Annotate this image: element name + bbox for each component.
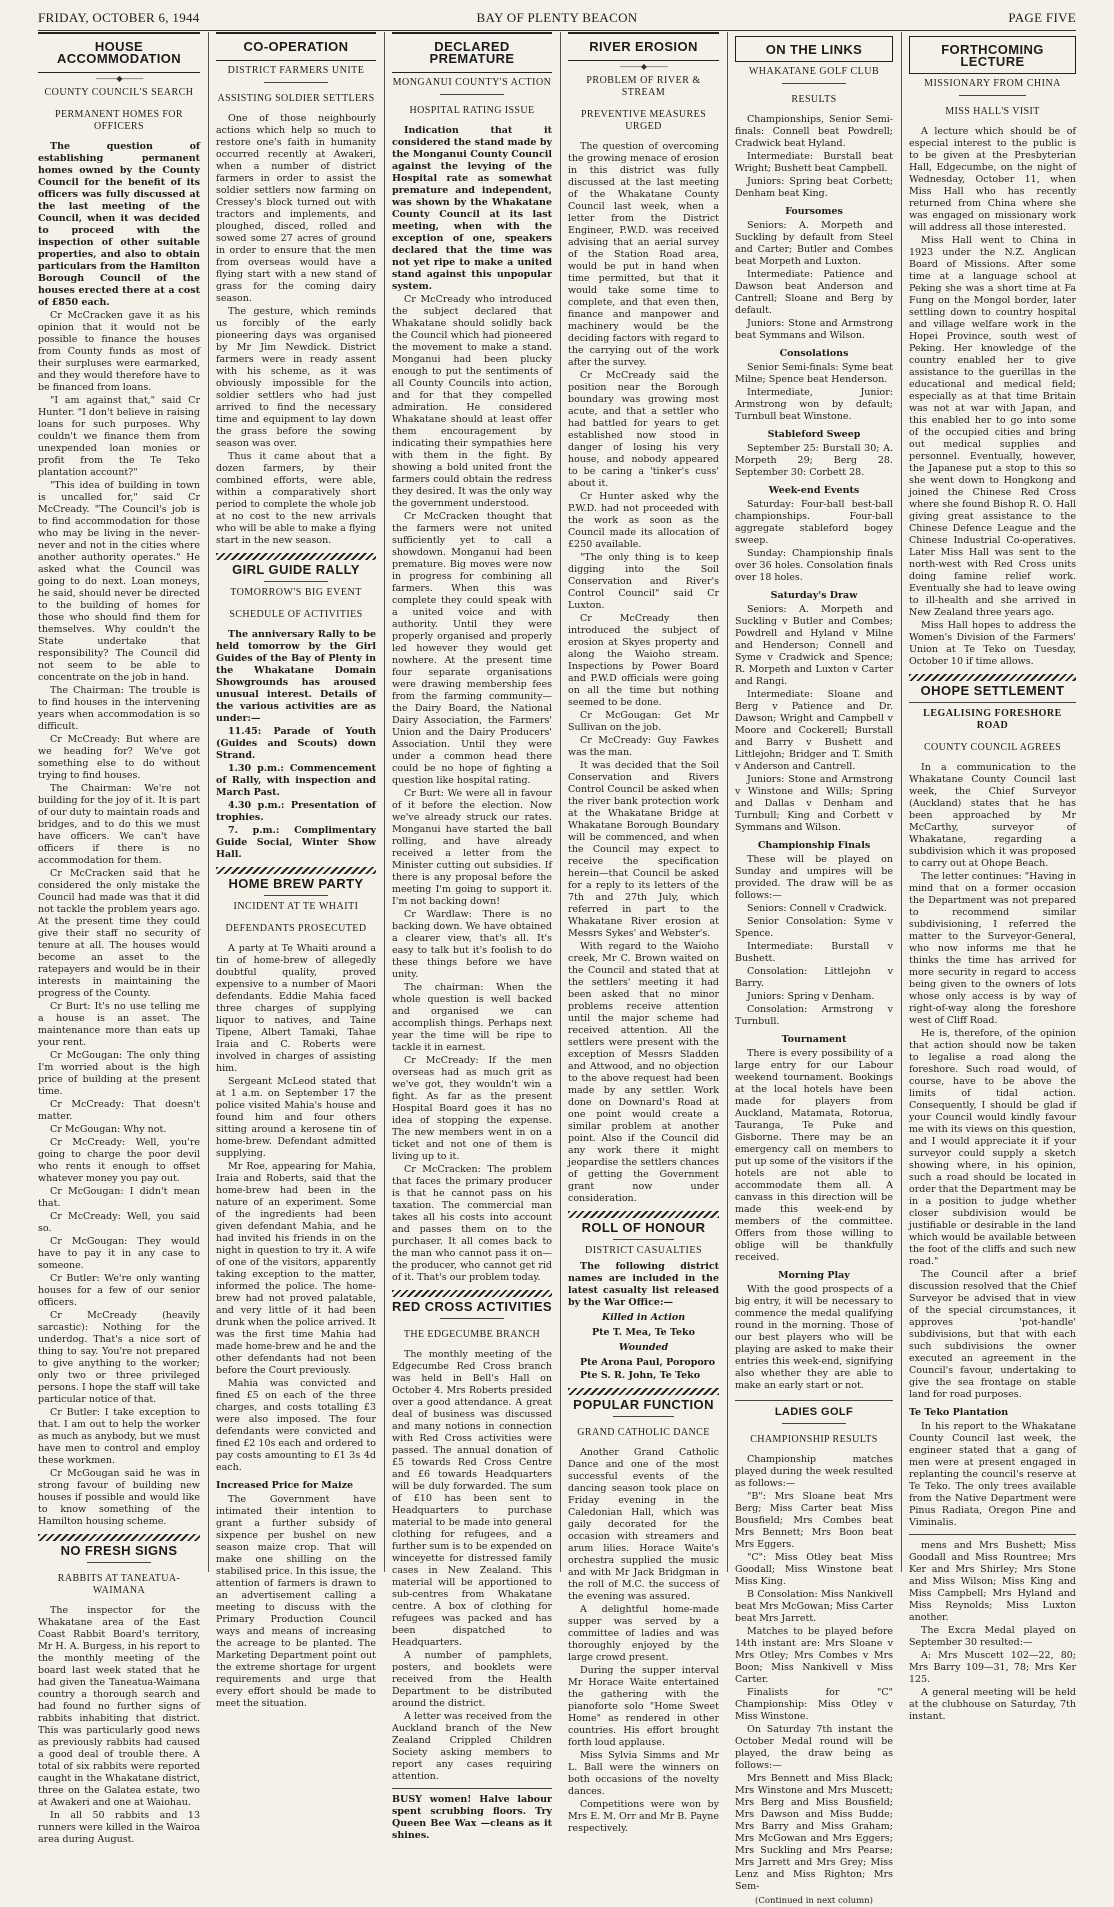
subheading: MONGANUI COUNTY'S ACTION (392, 77, 552, 88)
article-intro: Indication that it considered the stand made by the Monganui County Council against the levying of the Hospital rate as somewhat premature and independent, was shown by the Whakatane County Council at its last meeting, when with the exception of one, speakers declared that the time was not yet ripe to make a united stand against this unpopular system. (392, 125, 552, 292)
subheading: GRAND CATHOLIC DANCE (577, 1427, 710, 1438)
paragraph: In all 50 rabbits and 13 runners were killed in the Wairoa area during August. (38, 1810, 200, 1845)
headline-no-fresh-signs: NO FRESH SIGNS (60, 1543, 178, 1558)
paragraph: There is every possibility of a large entry for our Labour weekend tournament. Bookings at the local hotels have been made for players from Auckland, Matamata, Rotorua, Tauranga, Te Puke and Gisborne. There may be an emergency call on members to put up some of the visitors if the hotels are not able to accommodate them all. A canvass in this direction will be made this week-end by members of the committee. Offers from those willing to oblige will be thankfully received. (735, 1048, 893, 1263)
article-body (392, 294, 552, 1284)
paragraph: On Saturday 7th instant the October Medal round will be played, the draw being as follows:— (735, 1724, 893, 1771)
paragraph: Juniors: Spring v Denham. (747, 991, 875, 1002)
paragraph: 11.45: Parade of Youth (Guides and Scouts) down Strand. (216, 726, 376, 761)
column-2 (216, 32, 376, 1709)
paragraph: A: Mrs Muscett 102—22, 80; Mrs Barry 109—31, 78; Mrs Ker 125. (909, 1650, 1076, 1685)
paragraph: Cr McGougan: Why not. (50, 1124, 167, 1135)
article-header (216, 32, 376, 61)
paragraph: The Chairman: We're not building for the joy of it. It is part of our duty to maintain roads and bridges, and to do this we must have officers. We can't have officers if there is no accommodation for them. (38, 783, 200, 866)
subheading: COUNTY COUNCIL AGREES (923, 742, 1062, 753)
paragraph: Cr McCracken gave it as his opinion that it would not be possible to finance the houses from County funds as most of their surpluses were earmarked, and they would therefore have to be financed from loans. (38, 310, 200, 393)
killed-name: Pte T. Mea, Te Teko (592, 1327, 695, 1338)
paragraph: With regard to the Waioho creek, Mr C. Brown waited on the Council and stated that at the settlers' meeting it had been asked that no minor problems receive attention until the major scheme had received attention. All the settlers were present with the exception of Messrs Sladden and Attwood, and no objection to the above request had been made by any settler. Work done on Downard's Road at one point would create a similar problem at another point. Also if the Council did any work there it might jeopardise the settlers chances of getting the Government grant now under consideration. (568, 941, 719, 1204)
paragraph: Mrs Bennett and Miss Black; Mrs Winstone and Mrs Muscett; Mrs Berg and Miss Bousfield; Mrs Dawson and Miss Budde; Mrs Barry and Miss Graham; Mrs McGowan and Mrs Eggers; Mrs Suckling and Mrs Pearse; Mrs Jarrett and Mrs Grey; Miss Lenz and Miss Righton; Mrs Sem- (735, 1773, 893, 1892)
decorative-rule (38, 1534, 200, 1541)
article-body (735, 499, 893, 584)
separator (782, 83, 845, 84)
article-body (909, 762, 1076, 1401)
separator (782, 1423, 845, 1424)
masthead (38, 6, 1076, 31)
page-number: PAGE FIVE (1008, 10, 1076, 25)
column-rule (560, 32, 561, 1572)
section-heading: Stableford Sweep (767, 429, 861, 440)
subheading: MISS HALL'S VISIT (945, 106, 1040, 117)
paragraph: Cr Hunter asked why the P.W.D. had not proceeded with the work as soon as the Council made its allocation of £250 available. (568, 491, 719, 550)
section-heading-te-teko: Te Teko Plantation (909, 1407, 1009, 1418)
separator (909, 1534, 1076, 1535)
column-4 (568, 32, 719, 1834)
headline-ohope-settlement: OHOPE SETTLEMENT (920, 683, 1065, 698)
article-body (735, 443, 893, 479)
paragraph: These will be played on Sunday and umpires will be provided. The draw will be as follows:— (735, 854, 893, 901)
paragraph: Cr McGougan said he was in strong favour of building new houses if possible and would like to know something of the Hamilton housing scheme. (38, 1468, 200, 1527)
headline-ladies-golf: LADIES GOLF (774, 1406, 854, 1418)
paragraph: Saturday: Four-ball best-ball championships. Four-ball aggregate stableford bogey sweep. (735, 499, 893, 546)
honour-intro: The following district names are included in the latest casualty list released by the War Office:— (568, 1261, 719, 1308)
paragraph: Cr McGougan: They would have to pay it in any case to someone. (38, 1236, 200, 1271)
subheading: ASSISTING SOLDIER SETTLERS (217, 93, 375, 104)
paragraph: 1.30 p.m.: Commencement of Rally, with inspection and March Past. (216, 763, 376, 798)
paragraph: Championships, Senior Semi-finals: Connell beat Powdrell; Cradwick beat Hyland. (735, 114, 893, 149)
paragraph: One of those neighbourly actions which help so much to restore one's faith in humanity occurred recently at Awakeri, when a number of district farmers in order to assist the soldier settlers now farming on Cressey's block turned out with tractors and implements, and ploughed, disced, rolled and sowed some 27 acres of ground in order to ensure that the men from overseas would have a flying start with a new stand of grass for the coming dairy season. (216, 113, 376, 304)
subheading: SCHEDULE OF ACTIVITIES (229, 609, 363, 620)
decorative-rule (568, 1211, 719, 1218)
paper-title: BAY OF PLENTY BEACON (476, 10, 638, 25)
paragraph: Sergeant McLeod stated that at 1 a.m. on September 17 the police visited Mahia's house and found him and four others sitting around a kerosene tin of home-brew. Defendant admitted supplying. (216, 1076, 376, 1159)
subheading: PERMANENT HOMES FOR OFFICERS (55, 109, 183, 132)
subheading: INCIDENT AT TE WHAITI (233, 901, 359, 912)
subheading: WHAKATANE GOLF CLUB (748, 66, 880, 77)
paragraph: "B": Mrs Sloane beat Mrs Berg; Miss Carter beat Miss Bousfield; Mrs Combes beat Mrs Bennett; Mrs Boon beat Mrs Eggers. (735, 1491, 893, 1550)
article-body (909, 126, 1076, 668)
wounded-label: Wounded (618, 1342, 669, 1353)
section-heading: Foursomes (785, 206, 843, 217)
headline-girl-guide-rally: GIRL GUIDE RALLY (232, 562, 360, 577)
article-body (735, 854, 893, 1028)
paragraph: Cr McCready: If the men overseas had as much grit as we've got, they wouldn't win a fight. As far as the present Hospital Board goes it has no idea of stopping the expense. The new members went in on a ticket and not one of them is living up to it. (392, 1055, 552, 1162)
continued-note: (Continued in next column) (755, 1896, 873, 1906)
paragraph: The question of overcoming the growing menace of erosion in this district was fully discussed at the last meeting of the Whakatane County Council last week, when a letter from the District Engineer, P.W.D. was received advising that an aerial survey of the Station Road area, would be put in hand when time permitted, but that it would take some time to complete, and that even then, finance and manpower and machinery would be the deciding factors with regard to the carrying out of the work after the survey. (568, 141, 719, 368)
paragraph: A lecture which should be of especial interest to the public is to be given at the Presbyterian Hall, Edgecumbe, on the night of Wednesday, October 11, when Miss Hall who has recently returned from China where she was engaged on missionary work will address all those interested. (909, 126, 1076, 233)
paragraph: Cr McCready: Guy Fawkes was the man. (568, 735, 719, 758)
paragraph: The chairman: When the whole question is well backed and organised we can accomplish things. Perhaps next year the time will be ripe to tackle it in earnest. (392, 982, 552, 1053)
article-body (909, 1540, 1076, 1723)
issue-date: FRIDAY, OCTOBER 6, 1944 (38, 10, 200, 25)
article-body (735, 220, 893, 342)
paragraph: Senior Semi-finals: Syme beat Milne; Spence beat Henderson. (735, 362, 893, 385)
paragraph: Cr McCracken thought that the farmers were not united sufficiently yet to call a showdown. Monganui had been premature. Big moves were now in progress for combining all farmers. When this was complete they could speak with a united voice and with authority. Until they were properly organised and properly led however they would get nowhere. At the present time four separate organisations were drawing membership fees from the farming community—the Dairy Board, the National Dairy Association, the Farmers' Union and the Dairy Producers' Association. Until they were under a common head there could be no hope of fighting a question like hospital rating. (392, 511, 552, 786)
paragraph: Cr McCready: But where are we heading for? We've got something else to do without trying to find houses. (38, 734, 200, 781)
paragraph: Championship matches played during the week resulted as follows:— (735, 1454, 893, 1489)
column-6 (909, 32, 1076, 1722)
section-heading: Saturday's Draw (770, 590, 858, 601)
paragraph: mens and Mrs Bushett; Miss Goodall and Miss Rountree; Mrs Ker and Mrs Shirley; Mrs Stone and Miss Wilson; Miss King and Miss Campbell; Mrs Hyland and Miss Reynolds; Miss Luxton another. (909, 1540, 1076, 1623)
headline-declared-premature: DECLARED PREMATURE (429, 39, 515, 66)
separator (264, 581, 328, 582)
paragraph: The monthly meeting of the Edgecumbe Red Cross branch was held in Bell's Hall on October 4. Mrs Roberts presided over a good attendance. A great deal of business was discussed and many notions in connection with Red Cross activities were passed. The annual donation of £5 towards Red Cross Centre and £6 towards Headquarters will be duly forwarded. The sum of £10 has been sent to Headquarters to purchase material to be made into general clothing for refugees, and a further sum is to be expended on winceyette for distressed family cases in New Zealand. This material will be apportioned to sub-centres from Whakatane centre. A box of clothing for refugees was packed and has been dispatched to Headquarters. (392, 1349, 552, 1648)
separator (87, 1562, 152, 1563)
paragraph: Cr McCready (heavily sarcastic): Nothing for the underdog. That's a nice sort of thing to say. You're not prepared to give anything to the worker; only two or three privileged persons. I hope the staff will take particular notice of that. (38, 1310, 200, 1405)
article-body (216, 113, 376, 547)
column-rule (384, 32, 385, 1572)
column-rule (727, 32, 728, 1572)
paragraph: The inspector for the Whakatane area of the East Coast Rabbit Board's territory, Mr H. A. Burgess, in his report to the monthly meeting of the board last week stated that he had given the Taneatua-Waimana country a thorough search and had found no further signs of rabbits inhabiting that district. This was particularly good news as previously rabbits had caused a good deal of trouble there. A total of six rabbits were reported caught in the Whakatane district, three on the Galatea estate, two at Awakeri and one at Waiohau. (38, 1605, 200, 1808)
paragraph: Juniors: Stone and Armstrong v Winstone and Wills; Spring and Dallas v Denham and Turnbull; King and Corbett v Symmans and Wilson. (735, 774, 893, 833)
paragraph: Sunday: Championship finals over 36 holes. Consolation finals over 18 holes. (735, 548, 893, 583)
subheading: TOMORROW'S BIG EVENT (230, 587, 362, 598)
separator (613, 1239, 673, 1240)
paragraph: Cr Butler: We're only wanting houses for a few of our senior officers. (38, 1273, 200, 1308)
subheading: PROBLEM OF RIVER & STREAM (586, 75, 701, 98)
article-header (735, 36, 893, 62)
wounded-list (568, 1357, 719, 1382)
paragraph: Cr McGougan: Get Mr Sullivan on the job. (568, 710, 719, 733)
paragraph: Cr McCready then introduced the subject of erosion at Skyes property and along the Waioho stream. Inspections by Power Board and P.W.D officials were going on all the time but nothing seemed to be done. (568, 613, 719, 708)
subheading: THE EDGECUMBE BRANCH (403, 1329, 541, 1340)
paragraph: Intermediate: Patience and Dawson beat Anderson and Cantrell; Sloane and Berg by default. (735, 269, 893, 316)
article-body (735, 362, 893, 423)
paragraph: The letter continues: "Having in mind that on a former occasion the Department was not prepared to recommend similar subdivisioning, I referred the matter to the Surveyor-General, who now informs me that he thinks the time has arrived for more security in regard to access being given to the owners of lots whose only access is by way of right-of-way along the foreshore west of Cliff Road. (909, 871, 1076, 1026)
section-heading: Tournament (781, 1034, 847, 1045)
paragraph: Cr McGougan: I didn't mean that. (38, 1186, 200, 1209)
paragraph: Thus it came about that a dozen farmers, by their combined efforts, were able, within a comparatively short period to complete the whole job at no cost to the new arrivals who will be able to make a flying start in the new season. (216, 451, 376, 546)
decorative-rule (216, 553, 376, 560)
paragraph: In a communication to the Whakatane County Council last week, the Chief Surveyor (Auckland) states that he has been approached by Mr McCarthy, surveyor of Whakatane, regarding a subdivision which it was proposed to carry out at Ohope Beach. (909, 762, 1076, 869)
paragraph: The Council after a brief discussion resolved that the Chief Surveyor be advised that in view of the special circumstances, it approves 'pot-handle' subdivisions, but that with each such subdivisions the owner executed an agreement in the Council's favour, undertaking to give the sea frontage on stable land for road purposes. (909, 1269, 1076, 1400)
headline-home-brew-party: HOME BREW PARTY (228, 876, 364, 891)
headline-river-erosion: RIVER EROSION (589, 39, 698, 54)
paragraph: The Chairman: The trouble is to find houses in the intervening years when accommodation is so difficult. (38, 685, 200, 732)
paragraph: During the supper interval Mr Horace Waite entertained the gathering with the pianoforte solo "Home Sweet Home" as rendered in other countries. His effort brought forth loud applause. (568, 1665, 719, 1748)
killed-label: Killed in Action (601, 1312, 686, 1323)
subheading: HOSPITAL RATING ISSUE (409, 105, 535, 116)
paragraph: Intermediate: Burstall beat Wright; Bushett beat Campbell. (735, 151, 893, 174)
decorative-rule (568, 1388, 719, 1395)
article-header (568, 32, 719, 61)
article-intro: The question of establishing permanent homes owned by the County Council for the benefit of its officers was fully discussed at the last meeting of the Council, when it was decided to proceed with the inspection of other suitable properties, and also to obtain particulars from the Hamilton Borough Council of the houses erected there at a cost of £850 each. (38, 141, 200, 308)
subheading: COUNTY COUNCIL'S SEARCH (44, 87, 194, 98)
headline-red-cross: RED CROSS ACTIVITIES (392, 1299, 552, 1314)
article-body (735, 604, 893, 834)
section-heading: Consolations (779, 348, 849, 359)
separator (440, 94, 504, 95)
section-heading: Morning Play (778, 1270, 850, 1281)
advertisement-queen-bee-wax: BUSY women! Halve labour spent scrubbing floors. Try Queen Bee Wax —cleans as it shines. (392, 1794, 552, 1841)
paragraph: The Government have intimated their intention to grant a further subsidy of sixpence per bushel on new season maize crop. That will make one shilling on the stabilised price. In this issue, the attention of farmers is drawn to an advertisement calling a meeting to discuss with the Primary Production Council ways and means of increasing the acreage to be planted. The Marketing Department point out the extreme shortage for urgent requirements and urge that every effort should be made to meet the situation. (216, 1494, 376, 1709)
paragraph: The Excra Medal played on September 30 resulted:— (909, 1625, 1076, 1648)
subheading: PREVENTIVE MEASURES URGED (580, 109, 707, 132)
headline-forthcoming-lecture: FORTHCOMING LECTURE (941, 42, 1044, 69)
section-heading: Championship Finals (757, 840, 871, 851)
column-5 (735, 32, 893, 1906)
paragraph: Intermediate: Sloane and Berg v Patience and Dr. Dawson; Wright and Campbell v Moore and Cockerell; Burstall and Barry v Bushett and Littlejohn; Bridger and T. Smith v Anderson and Cantrell. (735, 689, 893, 772)
decorative-rule (216, 867, 376, 874)
paragraph: Cr Burt: It's no use telling me a house is an asset. The maintenance more than eats up your rent. (38, 1001, 200, 1048)
paragraph: 4.30 p.m.: Presentation of trophies. (216, 800, 376, 823)
article-body (735, 1048, 893, 1264)
paragraph: Miss Sylvia Simms and Mr L. Ball were the winners on both occasions of the novelty dances. (568, 1750, 719, 1797)
column-rule (901, 32, 902, 1572)
subheading: CHAMPIONSHIP RESULTS (750, 1434, 878, 1445)
paragraph: B Consolation: Miss Nankivell beat Mrs McGowan; Miss Carter beat Mrs Jarrett. (735, 1589, 893, 1624)
article-header (392, 32, 552, 73)
paragraph: Cr McCready: That doesn't matter. (38, 1099, 200, 1122)
paragraph: Cr McCready who introduced the subject declared that Whakatane should solidly back the Council which had pioneered the movement to make a stand. Monganui had been plucky enough to put the sentiments of all County Councils into action, and for that they compelled admiration. He considered Whakatane should at least offer them encouragement by indicating their sympathies here with them in the fight. By showing a bold united front the farmers could obtain the redress they desired. It was the only way the government understood. (392, 294, 552, 509)
article-body (38, 310, 200, 1528)
paragraph: Mr Roe, appearing for Mahia, Iraia and Roberts, said that the home-brew had been in the nature of an experiment. Some of the ingredients had been given defendant Mahia, and he had invited his friends in on the night in question to try it. A wife of one of the visitors, apparently taking exception to the matter, informed the police. The home-brew had not proved palatable, and very little of it had been drunk when the police arrived. It was the first time Mahia had made home-brew and he and the other defendants had not been before the Court previously. (216, 1161, 376, 1376)
paragraph: Cr McCready: Well, you're going to charge the poor devil who rents it enough to offset whatever money you pay out. (38, 1137, 200, 1184)
paragraph: 7. p.m.: Complimentary Guide Social, Winter Show Hall. (216, 825, 376, 860)
column-1 (38, 32, 201, 1845)
paragraph: Senior Consolation: Syme v Spence. (735, 916, 893, 939)
subheading: MISSIONARY FROM CHINA (924, 78, 1061, 89)
column-rule (208, 32, 209, 1572)
rally-intro: The anniversary Rally to be held tomorrow by the Girl Guides of the Bay of Plenty in the Whakatane Domain Showgrounds has aroused unusual interest. Details of the various activities are as under:— (216, 629, 376, 724)
article-body (568, 1447, 719, 1835)
paragraph: Miss Hall hopes to address the Women's Division of the Farmers' Union at Te Teko on Tuesday, October 10 if time allows. (909, 620, 1076, 667)
paragraph: "This idea of building in town is uncalled for," said Cr McCready. "The Council's job is to find accommodation for those who may be living in the never-never and not in the cities where another authority operates." He asked what the Council was going to do next. Loan moneys, he said, should never be directed to the building of homes for those who should find them for themselves. Why couldn't the State undertake that responsibility? The Council did not seem to be able to concentrate on the job in hand. (38, 480, 200, 683)
separator (264, 82, 328, 83)
paragraph: Intermediate: Burstall v Bushett. (735, 941, 893, 964)
separator (909, 702, 1076, 703)
paragraph: Pte S. R. John, Te Teko (580, 1370, 701, 1381)
paragraph: Cr McCracken said that he considered the only mistake the Council had made was that it did not tackle the problem years ago. At the present time they could give their staff no security of tenure at all. The houses would become an asset to the ratepayers and would be in their interests in maintaining the progress of the County. (38, 868, 201, 999)
separator (613, 1416, 673, 1417)
subheading: RABBITS AT TANEATUA-WAIMANA (57, 1573, 181, 1596)
headline-popular-function: POPULAR FUNCTION (573, 1397, 714, 1412)
article-header (909, 36, 1076, 74)
section-heading: Week-end Events (768, 485, 860, 496)
paragraph: Consolation: Armstrong v Turnbull. (735, 1004, 893, 1027)
article-body (216, 943, 376, 1474)
paragraph: Cr McCready said the position near the Borough boundary was growing most acute, and that a settler who had battled for years to get established now stood in danger of losing his very house, and nobody appeared to be caring a 'tinker's cuss' about it. (568, 370, 719, 489)
article-body (568, 141, 719, 1205)
separator (959, 95, 1026, 96)
paragraph: A letter was received from the Auckland branch of the New Zealand Crippled Children Society asking members to report any cases requiring attention. (392, 1711, 552, 1782)
section-heading-maize: Increased Price for Maize (216, 1480, 354, 1491)
paragraph: In his report to the Whakatane County Council last week, the engineer stated that a gang of men were at present engaged in replanting the council's reserve at Te Teko. The only trees available from the Native Department were Pinus Radiata, Oregon Pine and Viminalis. (909, 1421, 1076, 1528)
subheading: DEFENDANTS PROSECUTED (225, 923, 367, 934)
separator (264, 895, 328, 896)
paragraph: The gesture, which reminds us forcibly of the early pioneering days was organised by Mr Jim Newdick. District farmers were in ready assent with his scheme, as it was obviously impossible for the soldier settlers who had just arrived to find the necessary time and equipment to lay down the grass before the sowing season was over. (216, 306, 376, 449)
headline-co-operation: CO-OPERATION (243, 39, 349, 54)
subheading: RESULTS (791, 94, 837, 105)
paragraph: It was decided that the Soil Conservation and Rivers Control Council be asked when the river bank protection work at the Whakatane Bridge at Whakatane Borough Boundary will be commenced, and when the Council may expect to receive the specification herein—that Council be asked for a reply to its letters of the 7th and 27th July, which referred in part to the Whakatane River erosion at Messrs Sykes' and Webster's. (568, 760, 719, 939)
paragraph: Pte Arona Paul, Poroporo (580, 1357, 716, 1368)
paragraph: Cr McGougan: The only thing I'm worried about is the high price of building at the present time. (38, 1050, 200, 1097)
article-header (38, 32, 200, 73)
paragraph: A party at Te Whaiti around a tin of home-brew of allegedly doubtful quality, proved expensive to a number of Maori defendants. Eddie Mahia faced three charges of supplying liquor to natives, and Taine Tipene, Albert Tamaki, Tahae Iraia and C. Roberts were involved in charges of assisting him. (216, 943, 376, 1074)
paragraph: Cr Butler: I take exception to that. I am out to help the worker as much as anybody, but we must have men to control and employ these workmen. (38, 1407, 200, 1466)
paragraph: Consolation: Littlejohn v Barry. (735, 966, 893, 989)
article-body (909, 1421, 1076, 1529)
article-body (735, 1284, 893, 1392)
paragraph: A delightful home-made supper was served by a committee of ladies and was thoroughly enjoyed by the large crowd present. (568, 1604, 719, 1663)
paragraph: He is, therefore, of the opinion that action should now be taken to legalise a road along the foreshore. Such road would, of course, have to be above the limits of tidal action. Consequently, I should be glad if your Council would kindly favour me with its views on this question, and I would appreciate it if your surveyor could supply a sketch showing where, in his opinion, such a road should be located in order that the Department may be in a position to judge whether closer subdivision would be justifiable or desirable in the land which would be available between the foot of the cliffs and such new road." (909, 1028, 1076, 1267)
paragraph: Cr Burt: We were all in favour of it before the election. Now we've already struck our rates. Monganui have started the ball rolling, and have already received a letter from the Minister cutting out subsidies. If there is any proposal before the meeting I'm going to support it. I'm not backing down! (392, 788, 552, 907)
column-3 (392, 32, 552, 1841)
headline-on-the-links: ON THE LINKS (765, 42, 863, 57)
paragraph: With the good prospects of a big entry, it will be necessary to commence the medal qualifying round in the morning. Those of our best players who will be playing are asked to make their entries this week-end, signifying also whether they are able to make an early start or not. (735, 1284, 893, 1391)
paragraph: Finalists for "C" Championship: Miss Otley v Miss Winstone. (735, 1687, 893, 1722)
paragraph: Cr McCracken: The problem that faces the primary producer is that he cannot pass on his taxation. The commercial man takes all his costs into account and passes them on to the purchaser. It all comes back to the man who cannot pass it on—the producer, who cannot get rid of it. That's our problem today. (392, 1164, 552, 1283)
paragraph: Seniors: A. Morpeth and Suckling v Butler and Combes; Powdrell and Hyland v Milne and Henderson; Connell and Syme v Cradwick and Spence; R. Morpeth and Luxton v Carter and Rangi. (735, 604, 893, 687)
decorative-rule (392, 1290, 552, 1297)
paragraph: Mahia was convicted and fined £5 on each of the three charges, and costs totalling £3 were also imposed. The four defendants were convicted and fined £2 10s each and ordered to pay costs amounting to £1 3s 4d each. (216, 1378, 376, 1473)
paragraph: Juniors: Stone and Armstrong beat Symmans and Wilson. (735, 318, 893, 341)
separator (440, 1318, 504, 1319)
subheading: DISTRICT FARMERS UNITE (227, 65, 365, 76)
paragraph: September 25: Burstall 30; A. Morpeth 29; Berg 28. September 30: Corbett 28. (735, 443, 893, 478)
separator (735, 1400, 893, 1401)
subheading: DISTRICT CASUALTIES (584, 1245, 702, 1256)
paragraph: Seniors: Connell v Cradwick. (747, 903, 887, 914)
paragraph: A general meeting will be held at the clubhouse on Saturday, 7th instant. (909, 1687, 1076, 1722)
paragraph: Cr Wardlaw: There is no backing down. We have obtained a clearer view, that's all. It's easy to talk but it's foolish to do these things before we have unity. (392, 909, 552, 980)
paragraph: "I am against that," said Cr Hunter. "I don't believe in raising loans for such purposes. Why couldn't we finance them from unexpended loan monies or profit from the Te Teko plantation account?" (38, 395, 200, 478)
paragraph: Miss Hall went to China in 1923 under the N.Z. Anglican Board of Missions. After some time at a language school at Peking she was a short time at Fa Fung on the Mongol border, later settling down to country hospital and village welfare work in the Hopei Province, south west of Peking. Her knowledge of the country enabled her to give assistance to the guerillas in the educational and medical field; especially as at that time Britain was not at war with Japan, and this enabled her to go into some of the occupied cities and bring out medical supplies and personnel. Eventually, however, the Japanese put a stop to this so she went down to Hongkong and joined the Chinese Red Cross where she found Bishop R. O. Hall giving great assistance to the Chinese Defence League and the Chinese Industrial Co-operatives. Later Miss Hall was sent to the north-west with Red Cross units doing famine relief work. Eventually she had to leave owing to ill-health and she arrived in New Zealand three years ago. (909, 235, 1076, 618)
paragraph: Intermediate, Junior: Armstrong won by default; Turnbull beat Winstone. (735, 387, 893, 422)
headline-roll-of-honour: ROLL OF HONOUR (581, 1220, 706, 1235)
headline-house-accommodation: HOUSE ACCOMMODATION (56, 39, 182, 66)
article-body (735, 1454, 893, 1893)
article-body (38, 1605, 200, 1846)
paragraph: A number of pamphlets, posters, and booklets were received from the Health Department to be distributed around the district. (392, 1650, 552, 1709)
separator: ———◆——— (95, 74, 143, 83)
paragraph: Matches to be played before 14th instant are: Mrs Sloane v Mrs Otley; Mrs Combes v Mrs Boon; Miss Nankivell v Miss Carter. (735, 1626, 893, 1685)
separator (392, 1788, 552, 1789)
rally-schedule (216, 726, 376, 861)
paragraph: "The only thing is to keep digging into the Soil Conservation and River's Control Council" said Cr Luxton. (568, 552, 719, 611)
article-body (392, 1349, 552, 1783)
paragraph: Another Grand Catholic Dance and one of the most successful events of the dancing season took place on Friday evening in the Caledonian Hall, which was gaily decorated for the occasion with streamers and arum lilies. Horace Waite's orchestra supplied the music and with Mr Jack Bridgman in the roll of M.C. the success of the evening was assured. (568, 1447, 719, 1602)
paragraph: Cr McCready: Well, you said so. (38, 1211, 200, 1234)
paragraph: Juniors: Spring beat Corbett; Denham beat King. (735, 176, 893, 199)
paragraph: Competitions were won by Mrs E. M. Orr and Mr B. Payne respectively. (568, 1799, 719, 1834)
article-body (735, 114, 893, 200)
paragraph: Seniors: A. Morpeth and Suckling by default from Steel and Carter; Butler and Combes beat Morpeth and Luxton. (735, 220, 893, 267)
paragraph: "C": Miss Otley beat Miss Goodall; Miss Winstone beat Miss King. (735, 1552, 893, 1587)
decorative-rule (909, 674, 1076, 681)
subheading: LEGALISING FORESHORE ROAD (923, 708, 1062, 731)
separator: ———◆——— (619, 62, 668, 71)
article-body (216, 1494, 376, 1710)
